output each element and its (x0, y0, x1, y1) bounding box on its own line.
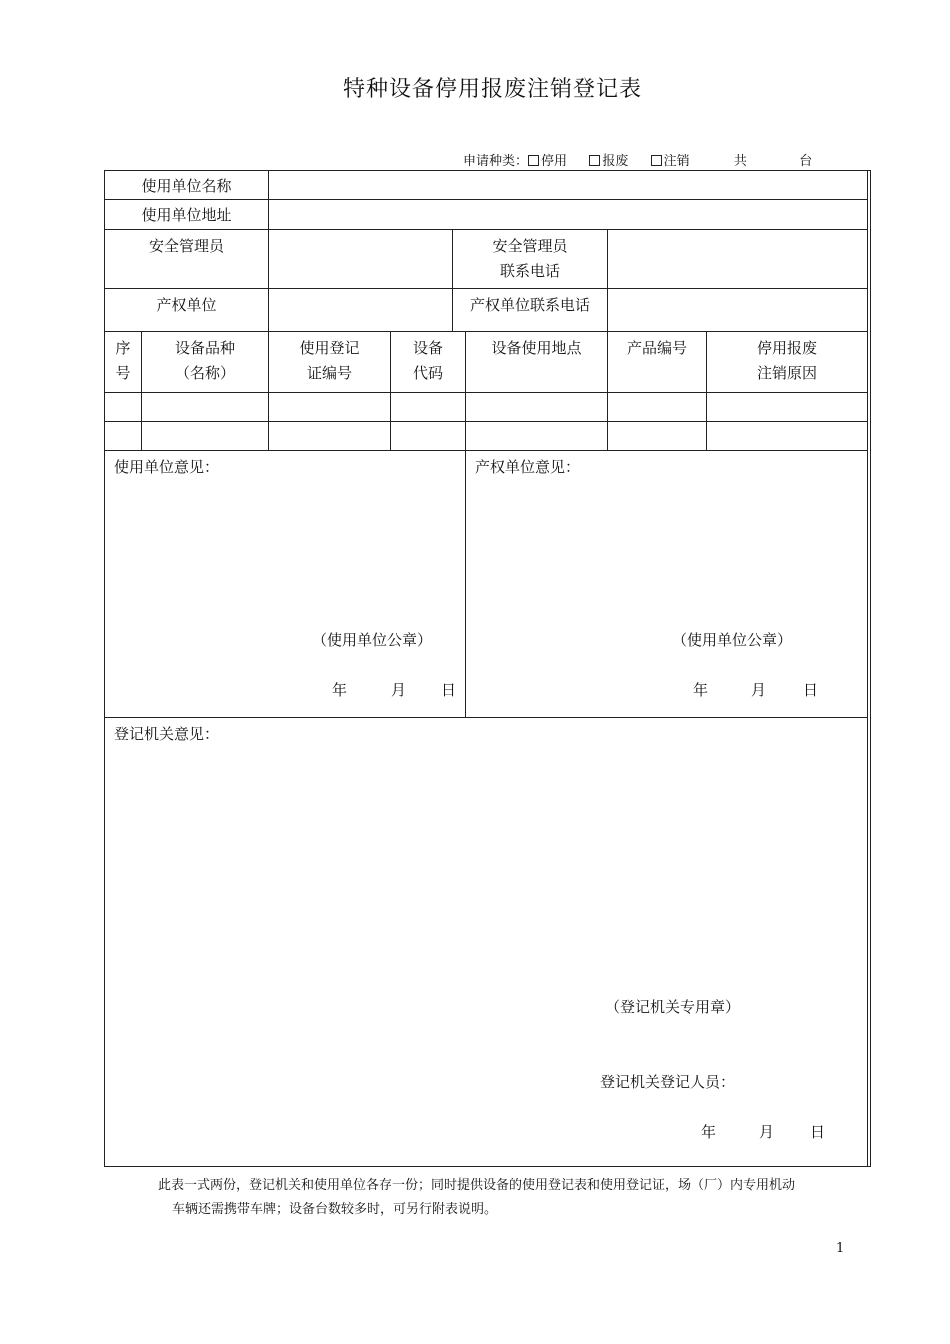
safety-manager-field[interactable] (272, 231, 450, 286)
unit-label: 台 (799, 154, 813, 169)
col-product-no: 产品编号 (626, 339, 687, 357)
registration-staff-label: 登记机关登记人员： (600, 1073, 736, 1091)
label-owner-phone: 产权单位联系电话 (469, 296, 590, 314)
user-seal-text: （使用单位公章） (312, 631, 433, 649)
owner-opinion-label: 产权单位意见： (475, 458, 581, 476)
user-date-day: 日 (441, 681, 457, 699)
col-reason-line1: 停用报废 (756, 339, 817, 357)
col-seq-line2: 号 (115, 364, 131, 382)
user-name-field[interactable] (272, 172, 864, 198)
checkbox-suspend[interactable]: 停用 (528, 150, 567, 169)
row-line (104, 421, 868, 422)
label-user-address: 使用单位地址 (141, 206, 232, 224)
col-reason-line2: 注销原因 (756, 364, 817, 382)
application-type-label: 申请种类： (463, 154, 529, 169)
page-title: 特种设备停用报废注销登记表 (342, 77, 642, 102)
col-location: 设备使用地点 (491, 339, 582, 357)
label-owner: 产权单位 (156, 296, 217, 314)
owner-date-year: 年 (693, 681, 709, 699)
row-line (104, 717, 868, 718)
row-line (104, 331, 868, 332)
label-safety-phone-line2: 联系电话 (499, 262, 560, 280)
checkbox-icon (651, 155, 662, 166)
application-type-line (463, 150, 812, 169)
checkbox-cancel[interactable]: 注销 (651, 150, 690, 169)
registration-seal-text: （登记机关专用章） (605, 998, 741, 1016)
col-line (465, 331, 466, 717)
table-border (104, 170, 105, 1167)
owner-phone-field[interactable] (611, 290, 864, 329)
col-variety-line1: 设备品种 (174, 339, 235, 357)
checkbox-icon (589, 155, 600, 166)
user-date-month: 月 (391, 681, 407, 699)
total-label: 共 (733, 154, 747, 169)
registration-date-day: 日 (810, 1123, 826, 1141)
label-safety-phone-line1: 安全管理员 (492, 237, 568, 255)
registration-date-year: 年 (701, 1123, 717, 1141)
col-line (607, 229, 608, 331)
table-row[interactable] (106, 423, 866, 449)
table-border (104, 1166, 870, 1167)
row-line (104, 229, 868, 230)
col-code-line2: 代码 (412, 364, 443, 382)
col-reg-cert-line2: 证编号 (306, 364, 352, 382)
user-opinion-label: 使用单位意见： (114, 458, 220, 476)
page-number: 1 (836, 1241, 845, 1256)
owner-field[interactable] (272, 290, 450, 329)
registration-date-month: 月 (759, 1123, 775, 1141)
user-address-field[interactable] (272, 201, 864, 227)
user-date-year: 年 (332, 681, 348, 699)
col-reg-cert-line1: 使用登记 (299, 339, 360, 357)
footnote-line2: 车辆还需携带车牌；设备台数较多时，可另行附表说明。 (172, 1202, 498, 1217)
table-border (867, 170, 868, 1167)
table-border (870, 170, 871, 1167)
row-line (104, 199, 868, 200)
row-line (104, 288, 868, 289)
owner-date-month: 月 (751, 681, 767, 699)
owner-date-day: 日 (803, 681, 819, 699)
col-line (268, 170, 269, 331)
label-user-name: 使用单位名称 (141, 177, 232, 195)
checkbox-icon (528, 155, 539, 166)
footnote-line1: 此表一式两份，登记机关和使用单位各存一份；同时提供设备的使用登记表和使用登记证，场（厂）内专用机动 (158, 1178, 796, 1193)
col-code-line1: 设备 (412, 339, 444, 357)
col-variety-line2: （名称） (174, 364, 235, 382)
col-seq-line1: 序 (115, 339, 131, 357)
row-line (104, 450, 868, 451)
safety-phone-field[interactable] (611, 231, 864, 286)
table-row[interactable] (106, 394, 866, 420)
checkbox-scrap[interactable]: 报废 (589, 150, 628, 169)
label-safety-manager: 安全管理员 (148, 237, 224, 255)
row-line (104, 392, 868, 393)
registration-opinion-label: 登记机关意见： (114, 725, 220, 743)
table-border (104, 170, 870, 171)
owner-seal-text: （使用单位公章） (672, 631, 793, 649)
